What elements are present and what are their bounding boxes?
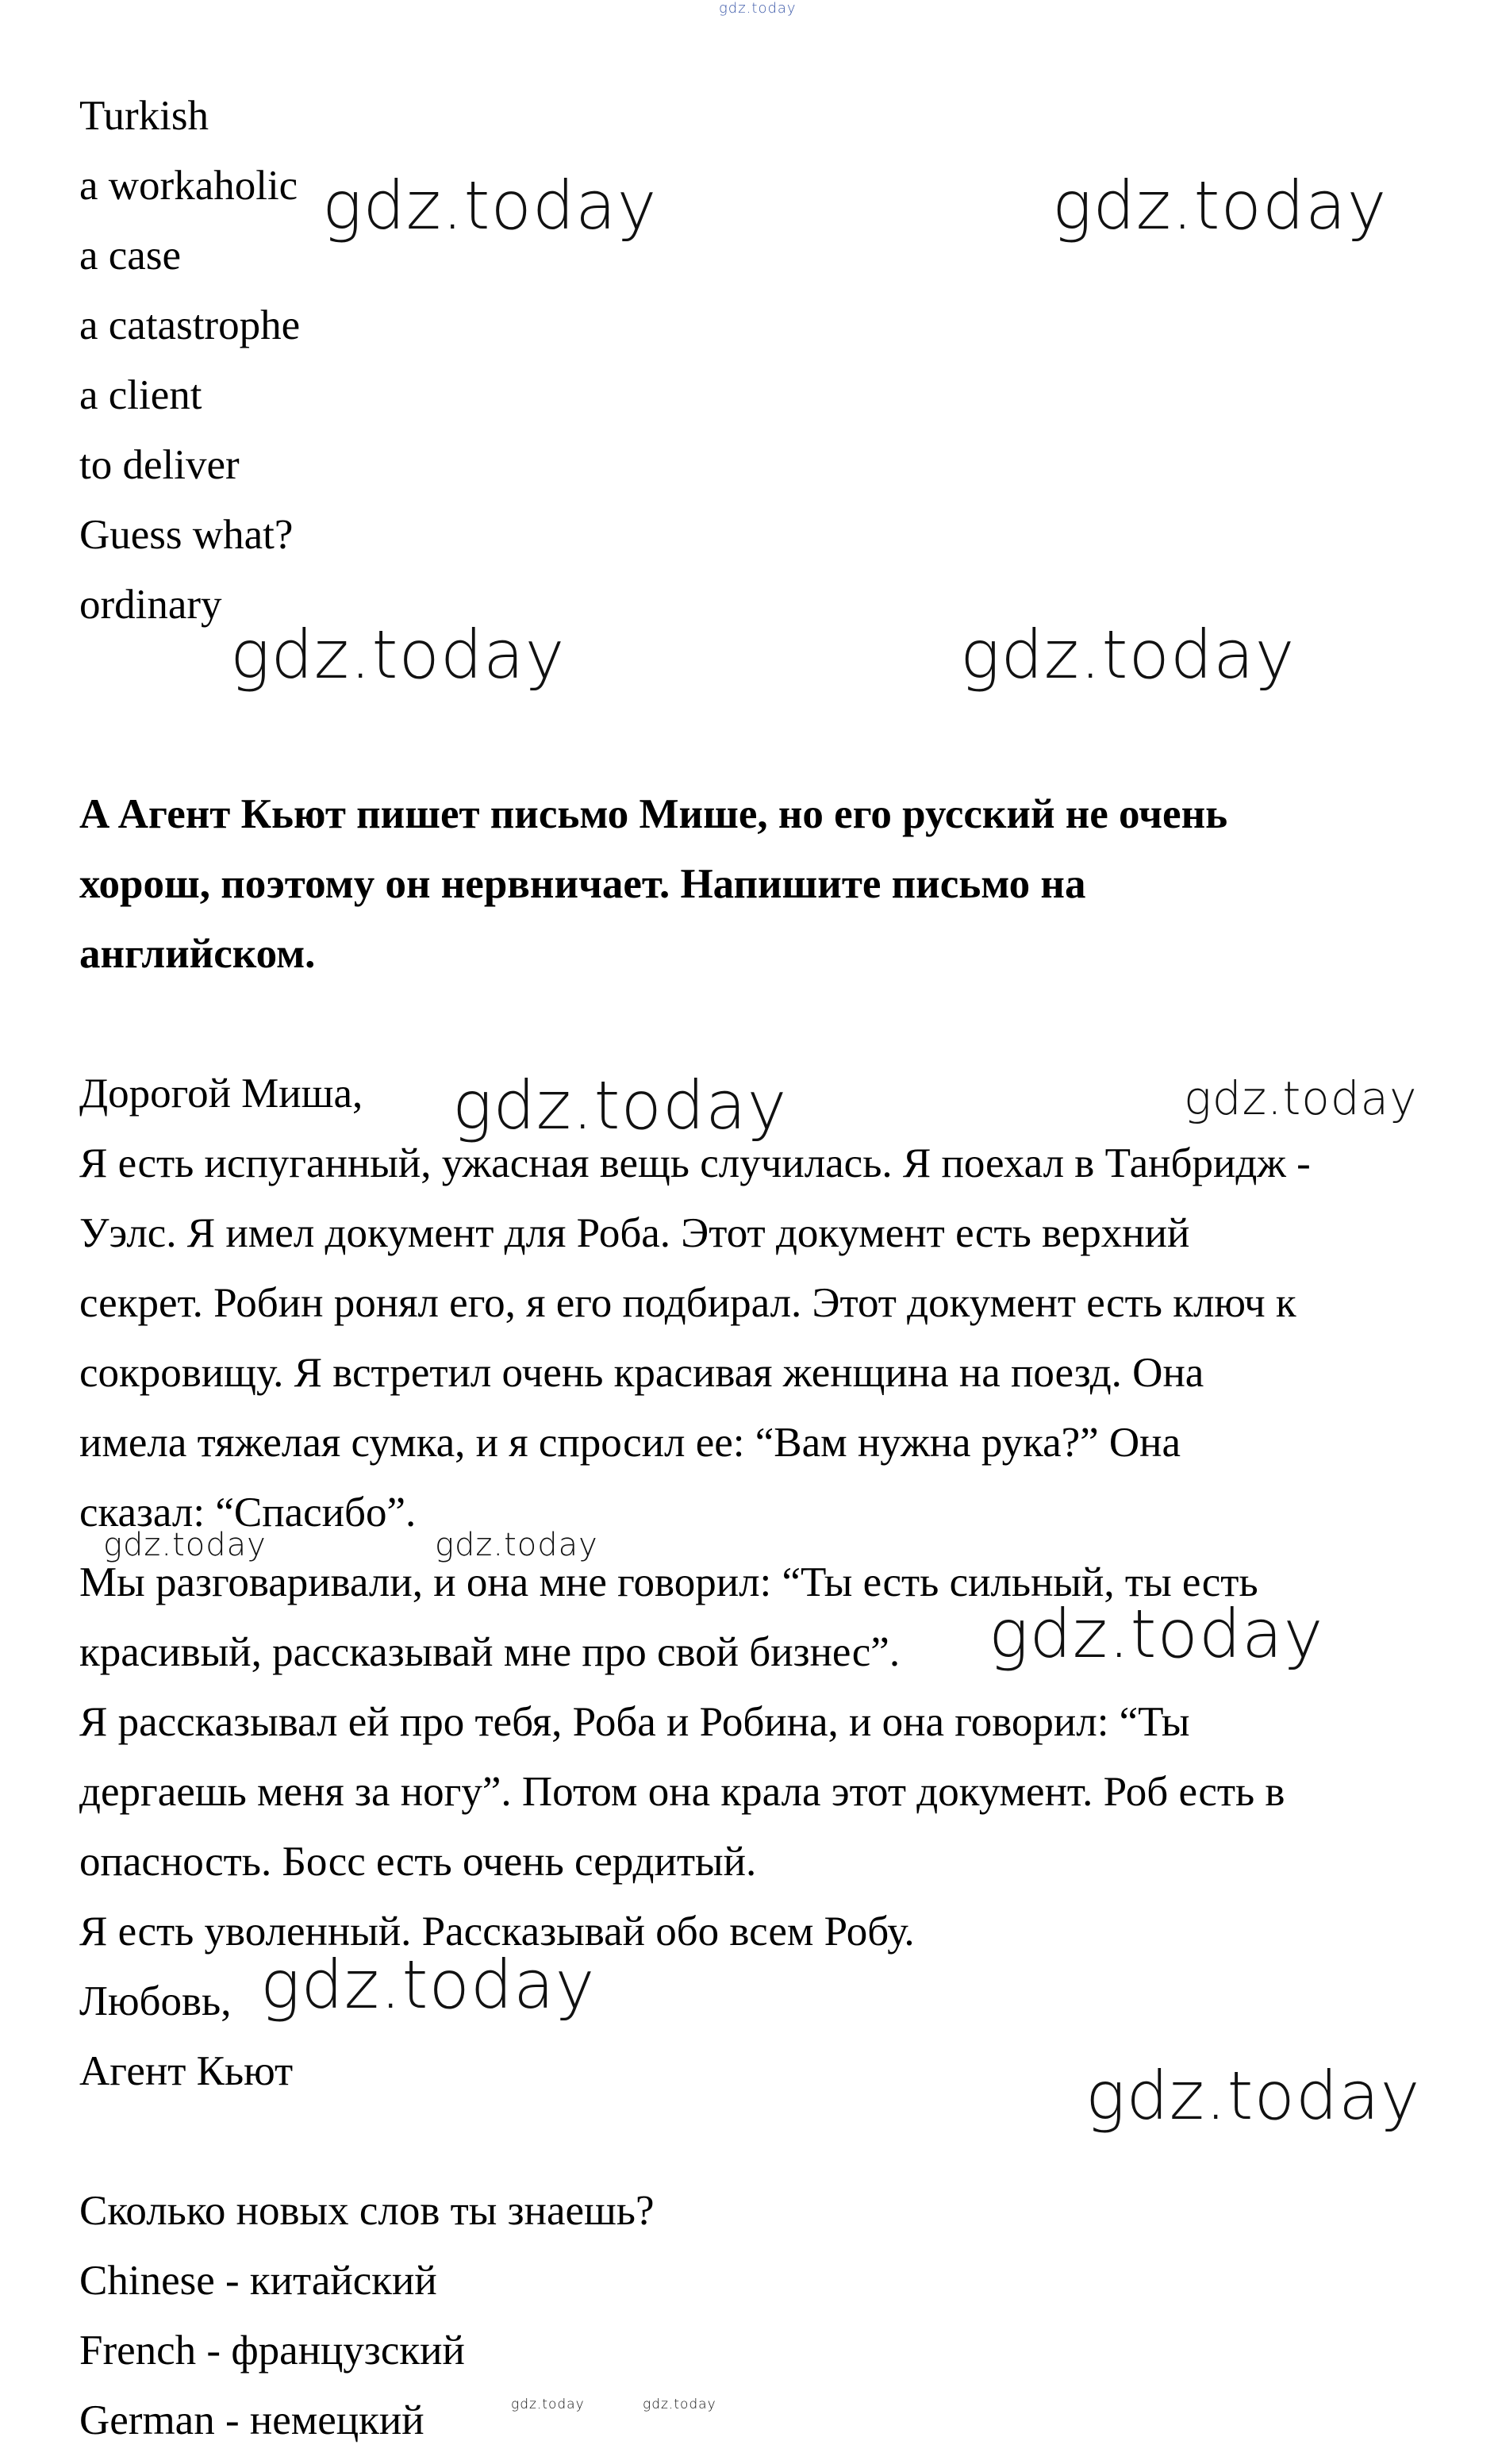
vocabulary-item: Guess what? (79, 512, 294, 558)
letter-line: сказал: “Спасибо”. (79, 1490, 417, 1536)
letter-signature: Агент Кьют (79, 2048, 294, 2094)
watermark: gdz.today (452, 1067, 788, 1144)
vocabulary-item: a client (79, 372, 202, 418)
watermark: gdz.today (435, 1527, 598, 1563)
watermark: gdz.today (260, 1946, 596, 2024)
new-word-item: German - немецкий (79, 2397, 424, 2443)
watermark: gdz.today (230, 616, 566, 694)
vocabulary-item: ordinary (79, 582, 222, 628)
task-line: A Агент Кьют пишет письмо Мише, но его русский не очень (79, 791, 1228, 837)
letter-line: имела тяжелая сумка, и я спросил ее: “Вам нужна рука?” Она (79, 1420, 1181, 1466)
watermark: gdz.today (960, 616, 1296, 694)
new-word-item: Chinese - китайский (79, 2258, 437, 2304)
watermark: gdz.today (1085, 2057, 1421, 2135)
letter-line: Уэлс. Я имел документ для Роба. Этот документ есть верхний (79, 1210, 1190, 1256)
vocabulary-item: a catastrophe (79, 302, 301, 348)
vocabulary-list (79, 81, 1444, 640)
letter-line: Мы разговаривали, и она мне говорил: “Ты есть сильный, ты есть (79, 1559, 1258, 1605)
task-instruction (79, 779, 1444, 989)
letter-line: Я рассказывал ей про тебя, Роба и Робина, и она говорил: “Ты (79, 1699, 1190, 1745)
letter-line: сокровищу. Я встретил очень красивая женщина на поезд. Она (79, 1350, 1204, 1396)
watermark: gdz.today (103, 1527, 267, 1563)
letter-greeting: Дорогой Миша, (79, 1071, 363, 1117)
watermark: gdz.today (511, 2397, 585, 2412)
vocabulary-item: Turkish (79, 93, 209, 139)
task-line: хорош, поэтому он нервничает. Напишите письмо на (79, 861, 1086, 907)
vocabulary-item: a workaholic (79, 163, 298, 209)
letter-line: секрет. Робин ронял его, я его подбирал. Этот документ есть ключ к (79, 1280, 1296, 1326)
watermark: gdz.today (1052, 167, 1388, 244)
watermark: gdz.today (989, 1595, 1324, 1673)
vocabulary-item: to deliver (79, 442, 240, 488)
watermark: gdz.today (643, 2397, 716, 2412)
letter-line: опасность. Босс есть очень сердитый. (79, 1839, 757, 1885)
letter-line: Я есть уволенный. Рассказывай обо всем Робу. (79, 1909, 915, 1955)
new-word-item: French - французский (79, 2328, 465, 2374)
new-words-section (79, 2176, 1444, 2455)
letter-line: красивый, рассказывай мне про свой бизнес”. (79, 1629, 901, 1675)
letter-line: Я есть испуганный, ужасная вещь случилась. Я поехал в Танбридж - (79, 1140, 1311, 1186)
watermark: gdz.today (322, 167, 658, 244)
new-words-question: Сколько новых слов ты знаешь? (79, 2188, 655, 2234)
header-watermark: gdz.today (719, 0, 797, 17)
letter-closing: Любовь, (79, 1978, 232, 2024)
task-line: английском. (79, 931, 316, 977)
spacer (79, 989, 1444, 1059)
vocabulary-item: a case (79, 233, 181, 279)
watermark: gdz.today (1184, 1071, 1418, 1125)
letter-line: дергаешь меня за ногу”. Потом она крала этот документ. Роб есть в (79, 1769, 1285, 1815)
